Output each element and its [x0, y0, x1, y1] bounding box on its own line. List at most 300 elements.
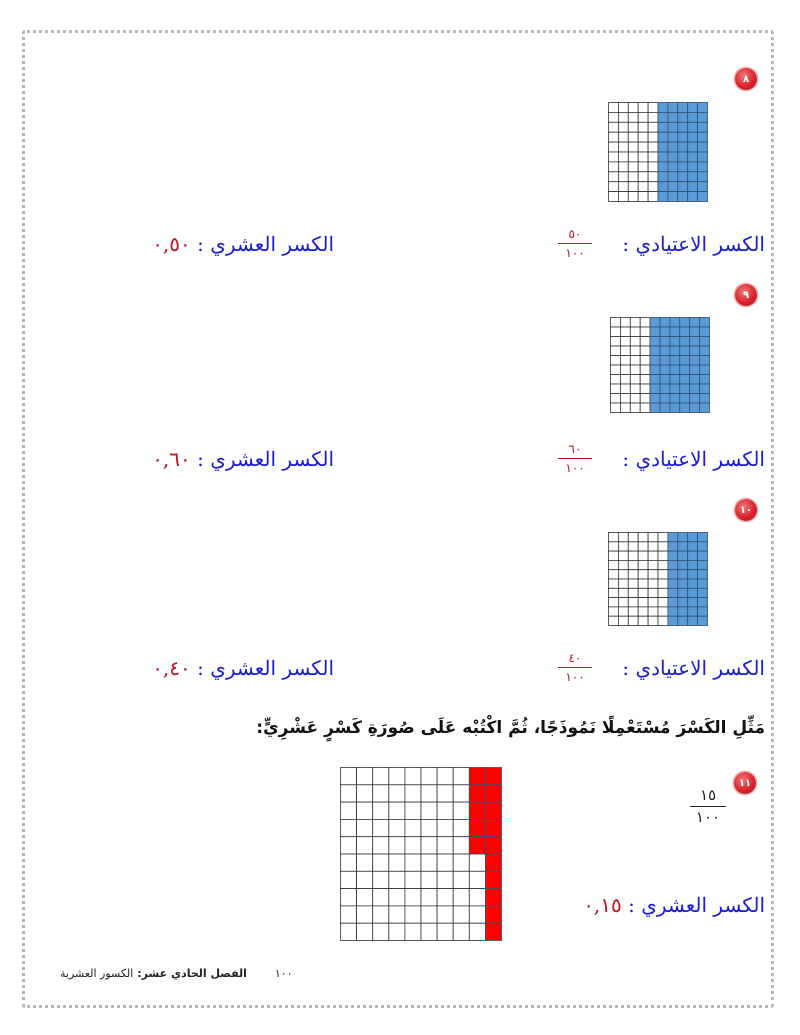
grid-cell: [648, 570, 658, 579]
grid-cell: [648, 162, 658, 172]
grid-cell: [609, 560, 619, 569]
grid-cell: [618, 162, 628, 172]
shaded-cell: [698, 192, 708, 202]
fraction-bar: [690, 806, 726, 807]
grid-cell: [357, 906, 373, 923]
grid-cell: [638, 162, 648, 172]
grid-cell: [373, 785, 389, 802]
fraction-numerator: ٥٠: [568, 227, 582, 241]
grid-cell: [437, 854, 453, 871]
grid-cell: [628, 570, 638, 579]
grid-cell: [618, 588, 628, 597]
shaded-cell: [485, 906, 501, 923]
grid-cell: [389, 906, 405, 923]
grid-cell: [618, 132, 628, 142]
grid-cell: [638, 570, 648, 579]
grid-cell: [658, 533, 668, 542]
grid-cell: [618, 142, 628, 152]
grid-cell: [421, 837, 437, 854]
shaded-cell: [660, 403, 670, 413]
shaded-cell: [658, 182, 668, 192]
shaded-cell: [670, 394, 680, 404]
shaded-cell: [688, 588, 698, 597]
grid-cell: [609, 598, 619, 607]
grid-cell: [341, 854, 357, 871]
grid-cell: [640, 327, 650, 337]
grid-cell: [630, 346, 640, 356]
grid-cell: [630, 375, 640, 385]
fraction-numerator: ٤٠: [568, 651, 582, 665]
shaded-cell: [668, 192, 678, 202]
grid-cell: [453, 906, 469, 923]
grid-cell: [389, 768, 405, 785]
grid-cell: [421, 768, 437, 785]
grid-cell: [609, 192, 619, 202]
shaded-cell: [690, 337, 700, 347]
shaded-cell: [670, 318, 680, 328]
grid-cell: [405, 889, 421, 906]
shaded-cell: [678, 192, 688, 202]
shaded-cell: [668, 122, 678, 132]
grid-cell: [357, 802, 373, 819]
grid-cell: [405, 854, 421, 871]
grid-cell: [611, 337, 621, 347]
grid-cell: [638, 112, 648, 122]
shaded-cell: [698, 112, 708, 122]
shaded-cell: [485, 923, 501, 940]
grid-cell: [609, 551, 619, 560]
grid-cell: [405, 768, 421, 785]
grid-cell: [618, 112, 628, 122]
shaded-cell: [668, 598, 678, 607]
shaded-cell: [678, 607, 688, 616]
shaded-cell: [698, 172, 708, 182]
shaded-cell: [668, 533, 678, 542]
grid-cell: [628, 560, 638, 569]
shaded-cell: [670, 403, 680, 413]
shaded-cell: [469, 785, 485, 802]
shaded-cell: [668, 182, 678, 192]
decimal-fraction-label: الكسر العشري :: [197, 656, 334, 680]
grid-cell: [628, 152, 638, 162]
shaded-cell: [690, 403, 700, 413]
grid-cell: [609, 616, 619, 625]
fraction-numerator: ١٥: [699, 786, 717, 804]
grid-cell: [389, 802, 405, 819]
grid-cell: [628, 132, 638, 142]
exercise-number-badge: ٨: [735, 68, 757, 90]
decimal-fraction-line: [152, 232, 334, 256]
shaded-cell: [650, 375, 660, 385]
grid-cell: [341, 906, 357, 923]
grid-cell: [373, 889, 389, 906]
grid-cell: [648, 182, 658, 192]
given-fraction: [690, 788, 726, 825]
common-fraction-label: الكسر الاعتيادي :: [622, 447, 765, 471]
shaded-cell: [678, 142, 688, 152]
common-fraction: [558, 652, 592, 683]
grid-cell: [640, 394, 650, 404]
shaded-cell: [658, 192, 668, 202]
shaded-cell: [688, 192, 698, 202]
grid-cell: [453, 837, 469, 854]
grid-cell: [638, 616, 648, 625]
shaded-cell: [680, 375, 690, 385]
decimal-fraction-line: [152, 447, 334, 471]
grid-cell: [437, 871, 453, 888]
grid-cell: [421, 785, 437, 802]
grid-cell: [640, 365, 650, 375]
grid-cell: [618, 607, 628, 616]
shaded-cell: [688, 152, 698, 162]
grid-cell: [437, 837, 453, 854]
shaded-cell: [680, 356, 690, 366]
shaded-cell: [678, 551, 688, 560]
grid-cell: [648, 607, 658, 616]
shaded-cell: [690, 346, 700, 356]
grid-cell: [618, 152, 628, 162]
shaded-cell: [668, 132, 678, 142]
grid-cell: [453, 871, 469, 888]
shaded-cell: [485, 871, 501, 888]
grid-cell: [373, 906, 389, 923]
grid-cell: [357, 871, 373, 888]
grid-cell: [620, 384, 630, 394]
shaded-cell: [698, 142, 708, 152]
grid-cell: [469, 923, 485, 940]
shaded-cell: [678, 122, 688, 132]
grid-cell: [658, 551, 668, 560]
grid-cell: [618, 182, 628, 192]
shaded-cell: [469, 768, 485, 785]
grid-cell: [648, 616, 658, 625]
shaded-cell: [668, 142, 678, 152]
exercise-number-badge: ٩: [735, 284, 757, 306]
shaded-cell: [700, 384, 710, 394]
shaded-cell: [660, 384, 670, 394]
shaded-cell: [700, 346, 710, 356]
grid-cell: [341, 819, 357, 836]
shaded-cell: [670, 356, 680, 366]
grid-cell: [620, 375, 630, 385]
decimal-fraction-line: [152, 656, 334, 680]
decimal-fraction-label: الكسر العشري :: [197, 232, 334, 256]
grid-cell: [469, 854, 485, 871]
shaded-cell: [700, 365, 710, 375]
grid-cell: [453, 819, 469, 836]
grid-cell: [609, 152, 619, 162]
grid-cell: [618, 192, 628, 202]
shaded-cell: [688, 570, 698, 579]
grid-cell: [640, 375, 650, 385]
grid-cell: [453, 802, 469, 819]
decimal-fraction-value: ٠,٥٠: [152, 232, 191, 256]
grid-cell: [638, 132, 648, 142]
shaded-cell: [650, 327, 660, 337]
grid-cell: [405, 837, 421, 854]
grid-cell: [620, 327, 630, 337]
grid-cell: [628, 588, 638, 597]
grid-cell: [389, 854, 405, 871]
shaded-cell: [680, 318, 690, 328]
grid-cell: [638, 579, 648, 588]
grid-cell: [453, 768, 469, 785]
section-instruction: مَثِّلِ الكَسْرَ مُسْتَعْمِلًا نَمُوذَجًا، ثُمَّ اكْتُبْه عَلَى صُورَةِ كَسْرٍ عَشْرِيٍّ:: [256, 718, 765, 738]
shaded-cell: [680, 394, 690, 404]
grid-cell: [628, 172, 638, 182]
fraction-bar: [558, 243, 592, 244]
shaded-cell: [678, 598, 688, 607]
chapter-topic: الكسور العشرية: [60, 967, 134, 980]
grid-cell: [341, 923, 357, 940]
shaded-cell: [485, 854, 501, 871]
grid-cell: [620, 403, 630, 413]
grid-cell: [357, 837, 373, 854]
grid-cell: [611, 356, 621, 366]
grid-cell: [618, 560, 628, 569]
shaded-cell: [670, 365, 680, 375]
grid-cell: [373, 819, 389, 836]
grid-cell: [618, 172, 628, 182]
decimal-fraction-line: [583, 893, 765, 917]
grid-cell: [453, 923, 469, 940]
shaded-cell: [678, 162, 688, 172]
shaded-cell: [688, 112, 698, 122]
grid-cell: [620, 365, 630, 375]
grid-cell: [609, 132, 619, 142]
shaded-cell: [698, 598, 708, 607]
shaded-cell: [485, 768, 501, 785]
shaded-cell: [698, 560, 708, 569]
shaded-cell: [660, 356, 670, 366]
shaded-cell: [650, 403, 660, 413]
grid-cell: [618, 598, 628, 607]
grid-cell: [638, 560, 648, 569]
grid-cell: [437, 768, 453, 785]
grid-cell: [437, 802, 453, 819]
grid-cell: [357, 785, 373, 802]
grid-cell: [618, 551, 628, 560]
shaded-cell: [688, 598, 698, 607]
grid-cell: [611, 394, 621, 404]
grid-cell: [628, 162, 638, 172]
shaded-cell: [678, 533, 688, 542]
grid-cell: [389, 889, 405, 906]
grid-cell: [648, 560, 658, 569]
grid-cell: [469, 889, 485, 906]
grid-cell: [437, 889, 453, 906]
shaded-cell: [678, 112, 688, 122]
exercise-number-badge: ١٠: [735, 499, 757, 521]
shaded-cell: [698, 152, 708, 162]
shaded-cell: [668, 112, 678, 122]
grid-cell: [453, 889, 469, 906]
grid-cell: [453, 854, 469, 871]
grid-cell: [658, 598, 668, 607]
grid-cell: [638, 103, 648, 113]
fraction-numerator: ٦٠: [568, 442, 582, 456]
shaded-cell: [668, 152, 678, 162]
shaded-cell: [658, 132, 668, 142]
grid-cell: [421, 906, 437, 923]
grid-cell: [373, 854, 389, 871]
grid-cell: [630, 327, 640, 337]
shaded-cell: [658, 103, 668, 113]
grid-cell: [648, 112, 658, 122]
grid-cell: [638, 192, 648, 202]
shaded-cell: [678, 570, 688, 579]
grid-cell: [648, 551, 658, 560]
grid-cell: [640, 384, 650, 394]
shaded-cell: [668, 570, 678, 579]
shaded-cell: [668, 551, 678, 560]
grid-cell: [611, 384, 621, 394]
grid-cell: [611, 346, 621, 356]
grid-cell: [640, 318, 650, 328]
shaded-cell: [650, 346, 660, 356]
grid-cell: [638, 588, 648, 597]
shaded-cell: [680, 327, 690, 337]
shaded-cell: [698, 103, 708, 113]
grid-cell: [640, 337, 650, 347]
grid-cell: [628, 142, 638, 152]
grid-cell: [618, 122, 628, 132]
grid-cell: [648, 132, 658, 142]
shaded-cell: [698, 607, 708, 616]
decimal-fraction-value: ٠,٤٠: [152, 656, 191, 680]
shaded-cell: [698, 616, 708, 625]
grid-cell: [648, 122, 658, 132]
shaded-cell: [698, 162, 708, 172]
shaded-cell: [688, 172, 698, 182]
grid-cell: [341, 802, 357, 819]
grid-cell: [609, 112, 619, 122]
grid-cell: [421, 802, 437, 819]
grid-cell: [658, 616, 668, 625]
shaded-cell: [700, 394, 710, 404]
shaded-cell: [700, 356, 710, 366]
grid-cell: [609, 182, 619, 192]
shaded-cell: [700, 337, 710, 347]
decimal-fraction-value: ٠,١٥: [583, 893, 622, 917]
shaded-cell: [698, 570, 708, 579]
shaded-cell: [678, 172, 688, 182]
grid-cell: [609, 579, 619, 588]
common-fraction-label: الكسر الاعتيادي :: [622, 656, 765, 680]
shaded-cell: [660, 375, 670, 385]
grid-cell: [628, 533, 638, 542]
grid-cell: [630, 394, 640, 404]
shaded-cell: [668, 162, 678, 172]
hundred-grid-model: [610, 317, 710, 413]
grid-cell: [630, 337, 640, 347]
grid-cell: [469, 871, 485, 888]
shaded-cell: [690, 375, 700, 385]
shaded-cell: [650, 394, 660, 404]
chapter-title: الفصل الحادي عشر:: [137, 967, 247, 980]
grid-cell: [628, 112, 638, 122]
grid-cell: [405, 785, 421, 802]
grid-cell: [609, 162, 619, 172]
decimal-fraction-label: الكسر العشري :: [197, 447, 334, 471]
shaded-cell: [678, 560, 688, 569]
shaded-cell: [670, 384, 680, 394]
grid-cell: [609, 533, 619, 542]
grid-cell: [357, 819, 373, 836]
shaded-cell: [690, 394, 700, 404]
shaded-cell: [688, 560, 698, 569]
shaded-cell: [688, 616, 698, 625]
grid-cell: [648, 598, 658, 607]
shaded-cell: [700, 318, 710, 328]
grid-cell: [389, 785, 405, 802]
grid-cell: [638, 551, 648, 560]
shaded-cell: [678, 588, 688, 597]
hundred-grid-model: [340, 767, 502, 941]
shaded-cell: [469, 802, 485, 819]
grid-cell: [609, 607, 619, 616]
shaded-cell: [670, 337, 680, 347]
grid-cell: [658, 607, 668, 616]
grid-cell: [357, 889, 373, 906]
grid-cell: [648, 533, 658, 542]
fraction-denominator: ١٠٠: [565, 461, 585, 475]
shaded-cell: [688, 122, 698, 132]
shaded-cell: [660, 337, 670, 347]
grid-cell: [609, 542, 619, 551]
hundred-grid-model: [608, 102, 708, 202]
grid-cell: [628, 598, 638, 607]
shaded-cell: [658, 122, 668, 132]
page-footer: [60, 967, 293, 980]
grid-cell: [357, 923, 373, 940]
grid-cell: [405, 906, 421, 923]
grid-cell: [628, 542, 638, 551]
grid-cell: [373, 923, 389, 940]
shaded-cell: [680, 365, 690, 375]
grid-cell: [373, 837, 389, 854]
shaded-cell: [690, 356, 700, 366]
shaded-cell: [660, 394, 670, 404]
grid-cell: [648, 152, 658, 162]
grid-cell: [638, 182, 648, 192]
grid-cell: [620, 394, 630, 404]
grid-cell: [389, 837, 405, 854]
grid-cell: [640, 403, 650, 413]
shaded-cell: [698, 533, 708, 542]
grid-cell: [620, 318, 630, 328]
shaded-cell: [688, 132, 698, 142]
grid-cell: [389, 871, 405, 888]
grid-cell: [630, 318, 640, 328]
shaded-cell: [670, 327, 680, 337]
common-fraction: [558, 443, 592, 474]
grid-cell: [341, 785, 357, 802]
shaded-cell: [688, 579, 698, 588]
grid-cell: [628, 192, 638, 202]
grid-cell: [341, 837, 357, 854]
grid-cell: [628, 579, 638, 588]
shaded-cell: [670, 375, 680, 385]
shaded-cell: [658, 172, 668, 182]
fraction-denominator: ١٠٠: [565, 246, 585, 260]
shaded-cell: [658, 162, 668, 172]
shaded-cell: [668, 588, 678, 597]
shaded-cell: [668, 560, 678, 569]
grid-cell: [638, 533, 648, 542]
shaded-cell: [698, 132, 708, 142]
grid-cell: [453, 785, 469, 802]
